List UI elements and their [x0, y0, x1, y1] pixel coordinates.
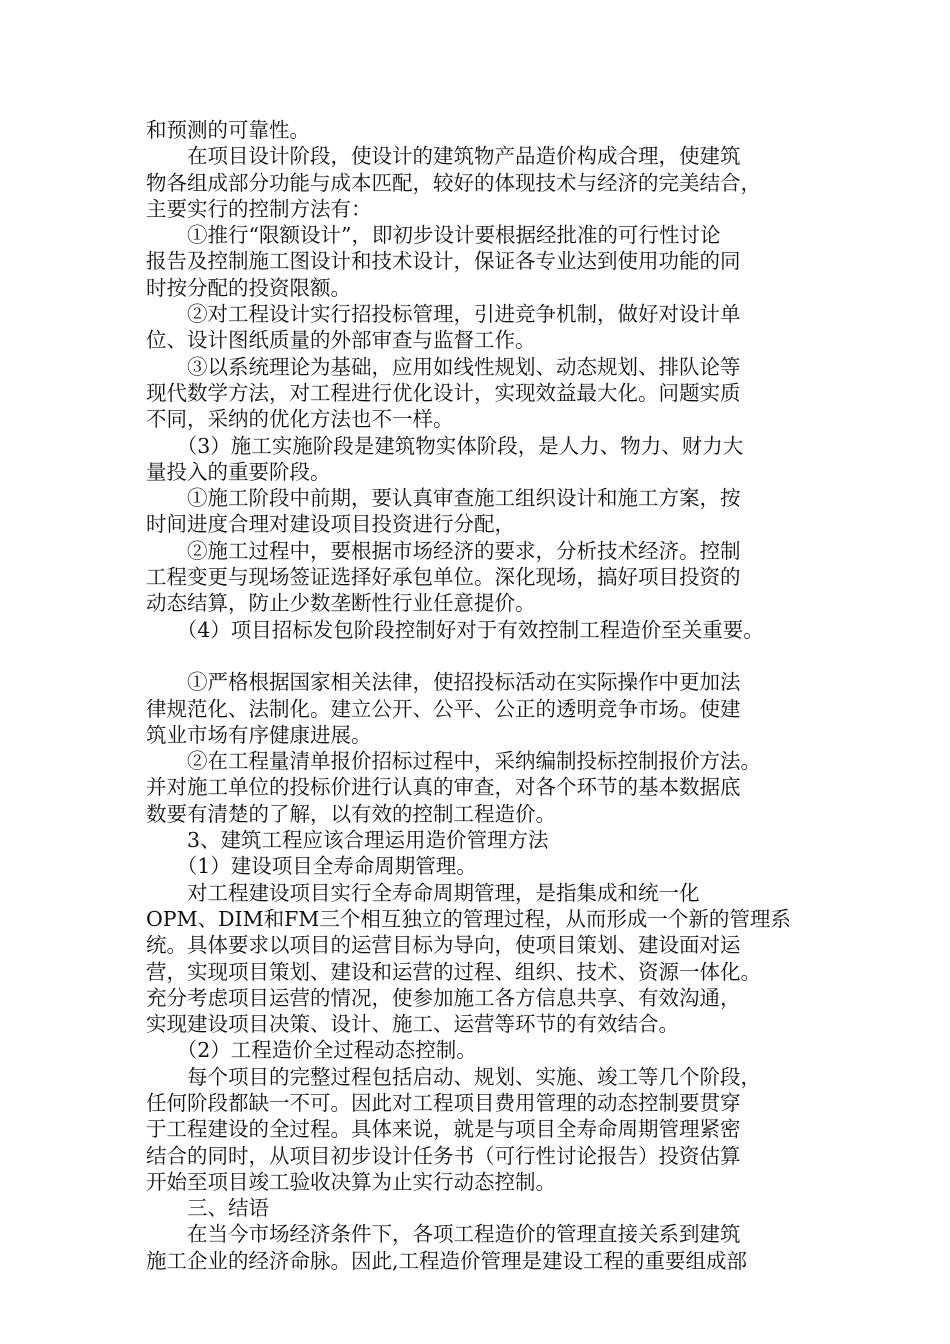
text-line: 律规范化、法制化。建立公开、公平、公正的透明竞争市场。使建 [146, 696, 741, 721]
text-line: 于工程建设的全过程。具体来说，就是与项目全寿命周期管理紧密 [146, 1117, 741, 1142]
blank-line [146, 643, 806, 669]
text-line: ②施工过程中，要根据市场经济的要求，分析技术经济。控制 [146, 538, 741, 563]
text-line: 报告及控制施工图设计和技术设计，保证各专业达到使用功能的同 [146, 249, 741, 274]
text-line: ③以系统理论为基础，应用如线性规划、动态规划、排队论等 [146, 354, 741, 379]
text-line: ②对工程设计实行招投标管理，引进竞争机制，做好对设计单 [146, 302, 741, 327]
text-line: 在项目设计阶段，使设计的建筑物产品造价构成合理，使建筑 [146, 144, 741, 169]
text-line: 量投入的重要阶段。 [146, 459, 331, 484]
text-line: 对工程建设项目实行全寿命周期管理，是指集成和统一化 [146, 880, 700, 905]
text-line: ①施工阶段中前期，要认真审查施工组织设计和施工方案，按 [146, 486, 741, 511]
subsection-heading: （1）建设项目全寿命周期管理。 [146, 854, 477, 879]
text-line: 每个项目的完整过程包括启动、规划、实施、竣工等几个阶段， [146, 1064, 761, 1089]
text-line: 主要实行的控制方法有： [146, 196, 372, 221]
text-line: 开始至项目竣工验收决算为止实行动态控制。 [146, 1169, 556, 1194]
text-line: 不同，采纳的优化方法也不一样。 [146, 407, 454, 432]
text-line: 时间进度合理对建设项目投资进行分配， [146, 512, 515, 537]
text-line: 在当今市场经济条件下，各项工程造价的管理直接关系到建筑 [146, 1222, 741, 1247]
text-line: 现代数学方法，对工程进行优化设计，实现效益最大化。问题实质 [146, 380, 741, 405]
text-line: 任何阶段都缺一不可。因此对工程项目费用管理的动态控制要贯穿 [146, 1090, 741, 1115]
text-line: ②在工程量清单报价招标过程中，采纳编制投标控制报价方法。 [146, 749, 761, 774]
text-line: ①严格根据国家相关法律，使招投标活动在实际操作中更加法 [146, 670, 741, 695]
subsection-heading: （2）工程造价全过程动态控制。 [146, 1038, 477, 1063]
text-line: （4）项目招标发包阶段控制好对于有效控制工程造价至关重要。 [146, 617, 764, 642]
text-line: 统。具体要求以项目的运营目标为导向，使项目策划、建设面对运 [146, 933, 741, 958]
text-line: 和预测的可靠性。 [146, 118, 310, 142]
section-heading: 3、建筑工程应该合理运用造价管理方法 [146, 828, 549, 853]
text-line: 结合的同时，从项目初步设计任务书（可行性讨论报告）投资估算 [146, 1143, 741, 1168]
text-line: 动态结算，防止少数垄断性行业任意提价。 [146, 591, 536, 616]
text-line: 时按分配的投资限额。 [146, 275, 351, 300]
text-line: 实现建设项目决策、设计、施工、运营等环节的有效结合。 [146, 1012, 679, 1037]
text-line: 并对施工单位的投标价进行认真的审查，对各个环节的基本数据底 [146, 775, 741, 800]
document-page [146, 117, 806, 1274]
text-line: OPM、DIM和FM三个相互独立的管理过程，从而形成一个新的管理系 [146, 906, 791, 931]
text-line: 物各组成部分功能与成本匹配，较好的体现技术与经济的完美结合， [146, 170, 761, 195]
text-line: （3）施工实施阶段是建筑物实体阶段，是人力、物力、财力大 [146, 433, 744, 458]
text-line: 工程变更与现场签证选择好承包单位。深化现场，搞好项目投资的 [146, 565, 741, 590]
text-line: 位、设计图纸质量的外部审查与监督工作。 [146, 328, 536, 353]
text-line: 充分考虑项目运营的情况，使参加施工各方信息共享、有效沟通， [146, 985, 741, 1010]
text-line: 数要有清楚的了解，以有效的控制工程造价。 [146, 801, 556, 826]
section-heading: 三、结语 [146, 1196, 269, 1221]
text-line: 施工企业的经济命脉。因此,工程造价管理是建设工程的重要组成部 [146, 1248, 748, 1273]
text-line: 筑业市场有序健康进展。 [146, 722, 372, 747]
text-line: ①推行“限额设计”，即初步设计要根据经批准的可行性讨论 [146, 223, 721, 248]
text-line: 营，实现项目策划、建设和运营的过程、组织、技术、资源一体化。 [146, 959, 761, 984]
